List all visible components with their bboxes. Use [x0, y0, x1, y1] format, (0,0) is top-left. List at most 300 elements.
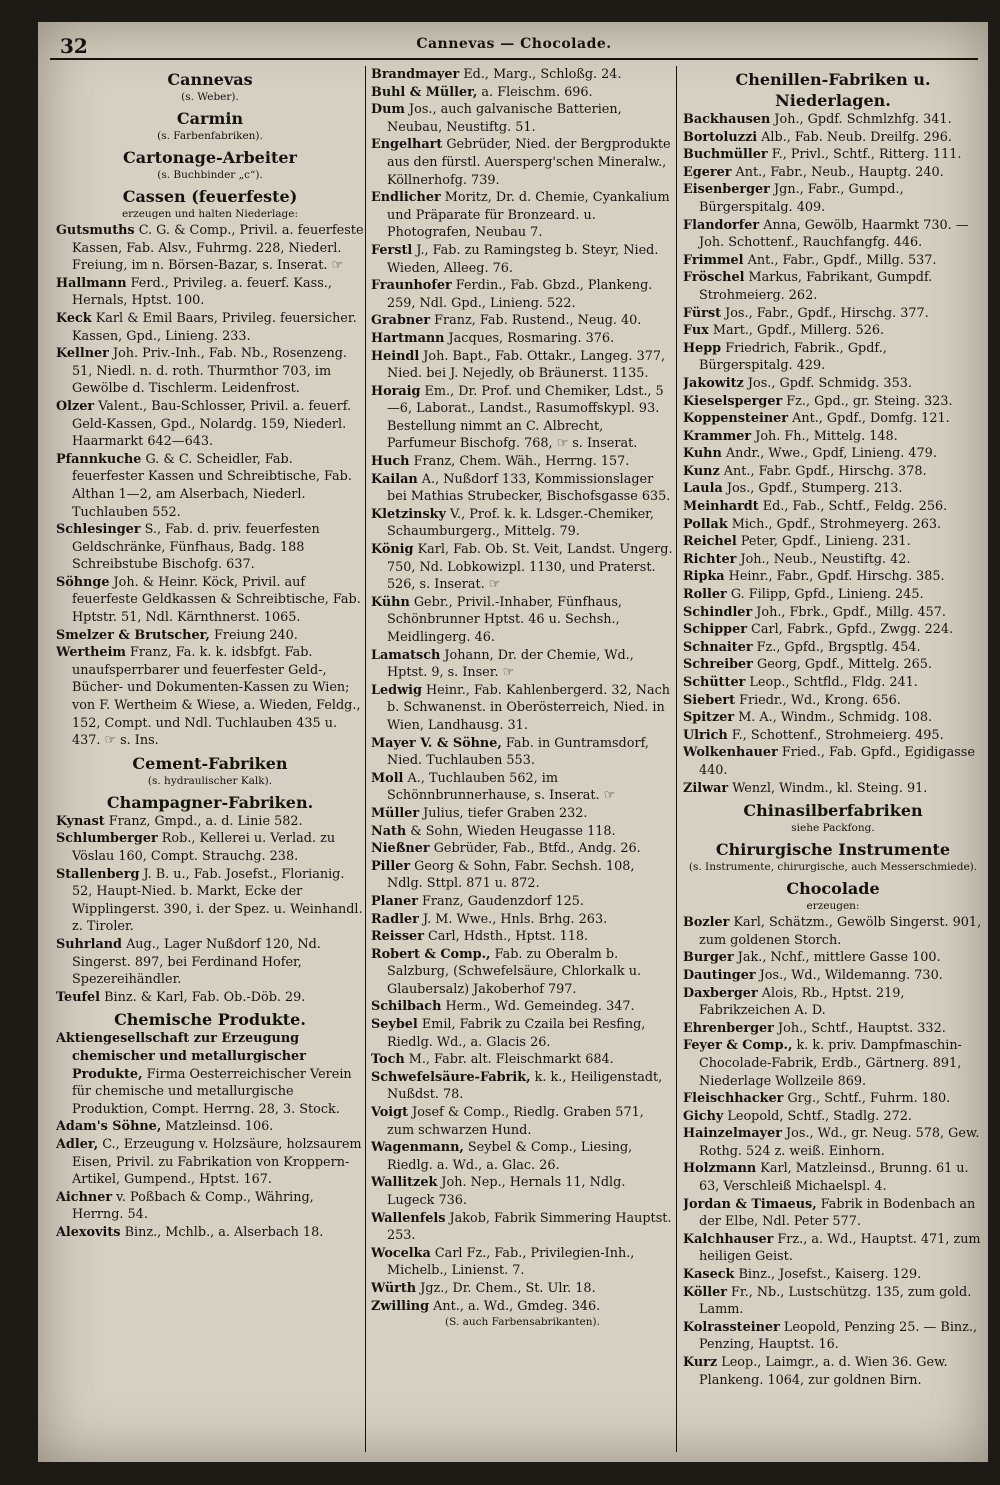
directory-entry — [683, 480, 983, 498]
entry-name: Aktiengesellschaft zur Erzeugung chemischer und metallurgischer Produkte, — [56, 1031, 306, 1082]
directory-entry — [371, 506, 674, 541]
directory-entry — [683, 111, 983, 129]
directory-entry — [371, 541, 674, 594]
entry-name: Gichy — [683, 1108, 724, 1124]
directory-entry — [56, 936, 364, 989]
directory-entry — [371, 1298, 674, 1316]
section-heading: Chinasilberfabriken — [743, 801, 923, 821]
entry-details: J. M. Wwe., Hnls. Brhg. 263. — [418, 911, 608, 927]
directory-entry — [56, 989, 364, 1007]
directory-entry — [683, 780, 983, 798]
entry-name: Gutsmuths — [56, 223, 135, 238]
directory-entry — [371, 1051, 674, 1069]
entry-details: Firma Oesterreichischer Verein für chemische und metallurgische Produktion, Compt. Herrng. 28, 3. Stock. — [72, 1066, 352, 1117]
section-heading: Champagner-Fabriken. — [106, 792, 314, 812]
entry-details: Ant., Gpdf., Domfg. 121. — [788, 411, 950, 427]
directory-entry — [371, 594, 674, 647]
directory-entry — [56, 222, 364, 275]
entry-name: Endlicher — [371, 190, 441, 206]
directory-entry — [683, 252, 983, 270]
entry-details: Josef & Comp., Riedlg. Graben 571, zum schwarzen Hund. — [387, 1105, 644, 1138]
directory-entry — [683, 604, 983, 622]
directory-entry — [683, 967, 983, 985]
entry-details: Ant., Fabr. Gpdf., Hirschg. 378. — [719, 463, 927, 479]
entry-details: Jos., Gpdf. Schmidg. 353. — [743, 375, 912, 391]
directory-entry — [56, 627, 364, 645]
directory-entry — [56, 1189, 364, 1224]
entry-name: Voigt — [371, 1105, 409, 1121]
page-number: 32 — [60, 34, 88, 58]
directory-entry — [56, 310, 364, 345]
directory-entry — [56, 398, 364, 451]
entry-name: Hepp — [683, 340, 722, 356]
entry-details: Leopold, Penzing 25. — Binz., Penzing, Hauptst. 16. — [699, 1319, 978, 1353]
entry-name: Mayer V. & Söhne, — [371, 735, 502, 751]
entry-name: Ulrich — [683, 727, 728, 743]
entry-name: Piller — [371, 858, 411, 874]
entry-details: Karl, Fab. Ob. St. Veit, Landst. Ungerg. 750, Nd. Lobkowizpl. 1130, und Praterst. 526, s. Inserat. ☞ — [387, 542, 673, 593]
entry-details: Jos., Gpdf., Stumperg. 213. — [722, 481, 903, 497]
directory-entry — [371, 1104, 674, 1139]
directory-entry — [683, 709, 983, 727]
entry-name: Kunz — [683, 463, 720, 479]
entry-name: Robert & Comp., — [371, 946, 491, 962]
entry-name: Reisser — [371, 929, 424, 945]
entry-name: Holzmann — [683, 1161, 757, 1177]
entry-details: A., Tuchlauben 562, im Schönnbrunnerhause, s. Inserat. ☞ — [387, 770, 616, 804]
entry-name: Zilwar — [683, 780, 729, 796]
entry-details: Fried., Fab. Gpfd., Egidigasse 440. — [699, 745, 975, 778]
entry-details: Joh., Neub., Neustiftg. 42. — [736, 551, 911, 567]
directory-entry — [683, 1108, 983, 1126]
directory-entry — [683, 164, 983, 182]
running-header — [50, 30, 978, 60]
entry-name: Kühn — [371, 594, 410, 610]
entry-details: Anna, Gewölb, Haarmkt 730. — Joh. Schottenf., Rauchfangfg. 446. — [699, 217, 969, 251]
section-heading: Cannevas — [167, 70, 253, 89]
entry-name: Meinhardt — [683, 499, 759, 515]
entry-details: Franz, Fa. k. k. idsbfgt. Fab. unaufsperrbarer und feuerfester Geld-, Bücher- und Dokumenten-Kassen zu Wien; von F. Wertheim & Wiese, a. Wieden, Feldg., 152, Compt. und Ndl. Tuchlauben 435 u. 437. ☞ s. Ins. — [72, 645, 361, 749]
entry-name: Suhrland — [56, 936, 122, 952]
entry-details: Carl Fz., Fab., Privilegien-Inh., Michelb., Linienst. 7. — [387, 1245, 635, 1279]
entry-name: Hainzelmayer — [683, 1126, 782, 1142]
entry-details: Seybel & Comp., Liesing, Riedlg. a. Wd., a. Glac. 26. — [387, 1140, 633, 1173]
entry-name: Pfannkuche — [56, 451, 142, 467]
entry-name: Fleischhacker — [683, 1091, 784, 1107]
entry-name: Schlesinger — [56, 522, 141, 538]
entry-name: Adam's Söhne, — [56, 1119, 162, 1135]
entry-details: Jos., Wd., gr. Neug. 578, Gew. Rothg. 524 z. weiß. Einhorn. — [699, 1126, 980, 1159]
section-subheading: erzeugen: — [806, 900, 860, 913]
directory-entry — [371, 911, 674, 929]
entry-name: Wertheim — [56, 645, 126, 661]
entry-name: Schindler — [683, 604, 753, 620]
directory-entry — [371, 242, 674, 277]
entry-details: Fab. in Guntramsdorf, Nied. Tuchlauben 553. — [387, 735, 649, 769]
section-heading: Chemische Produkte. — [114, 1010, 306, 1030]
entry-name: Feyer & Comp., — [683, 1038, 793, 1054]
entry-details: Peter, Gpdf., Linieng. 231. — [736, 534, 911, 550]
entry-name: Nießner — [371, 841, 430, 857]
entry-details: Gebrüder, Fab., Btfd., Andg. 26. — [429, 841, 641, 857]
entry-name: Kletzinsky — [371, 506, 446, 522]
entry-name: Eisenberger — [683, 182, 770, 198]
entry-details: Wenzl, Windm., kl. Steing. 91. — [728, 780, 928, 796]
entry-details: Aug., Lager Nußdorf 120, Nd. Singerst. 897, bei Ferdinand Hofer, Spezereihändler. — [72, 936, 321, 988]
entry-name: Huch — [371, 454, 410, 470]
entry-details: Leop., Laimgr., a. d. Wien 36. Gew. Plankeng. 1064, zur goldnen Birn. — [699, 1355, 948, 1388]
entry-details: Joh. Nep., Hernals 11, Ndlg. Lugeck 736. — [387, 1175, 626, 1208]
entry-details: Ant., Fabr., Gpdf., Millg. 537. — [743, 252, 937, 268]
directory-entry — [683, 516, 983, 534]
entry-name: Fröschel — [683, 270, 745, 286]
entry-details: k. k. priv. Dampfmaschin-Chocolade-Fabrik, Erdb., Gärtnerg. 891, Niederlage Wollzeile 869. — [699, 1038, 962, 1089]
section-subheading: (s. Weber). — [181, 91, 239, 103]
entry-name: Kaseck — [683, 1267, 735, 1283]
directory-entry — [56, 275, 364, 310]
entry-details: Freiung 240. — [209, 627, 298, 643]
entry-details: Em., Dr. Prof. und Chemiker, Ldst., 5—6, Laborat., Landst., Rasumoffskypl. 93. Bestellung nimmt an C. Albrecht, Parfumeur Bischofg. 768, ☞ s. Inserat. — [387, 383, 664, 452]
entry-details: Andr., Wwe., Gpdf, Linieng. 479. — [721, 446, 937, 462]
entry-name: Zwilling — [371, 1298, 430, 1314]
directory-entry — [683, 639, 983, 657]
entry-name: Dum — [371, 102, 405, 118]
entry-details: Georg & Sohn, Fabr. Sechsh. 108, Ndlg. Sttpl. 871 u. 872. — [387, 858, 635, 892]
entry-name: Pollak — [683, 516, 728, 532]
entry-details: Rob., Kellerei u. Verlad. zu Vöslau 160, Compt. Strauchg. 238. — [72, 831, 336, 864]
directory-entry — [56, 866, 364, 936]
entry-details: Joh. & Heinr. Köck, Privil. auf feuerfeste Geldkassen & Schreibtische, Fab. Hptstr. 51, Ndl. Kärnthnerst. 1065. — [72, 574, 361, 626]
entry-name: Wagenmann, — [371, 1140, 464, 1156]
section-subheading: (s. Farbenfabriken). — [157, 130, 263, 142]
directory-entry — [683, 1354, 983, 1389]
section-subheading: erzeugen und halten Niederlage: — [121, 208, 299, 220]
entry-name: Daxberger — [683, 985, 758, 1001]
entry-details: Mich., Gpdf., Strohmeyerg. 263. — [727, 516, 942, 532]
directory-entry — [371, 1174, 674, 1209]
directory-entry — [683, 656, 983, 674]
entry-name: Schipper — [683, 622, 747, 638]
entry-details: v. Poßbach & Comp., Währing, Herrng. 54. — [72, 1189, 314, 1223]
entry-name: Adler, — [56, 1136, 99, 1152]
entry-name: Olzer — [56, 398, 95, 414]
entry-details: M. A., Windm., Schmidg. 108. — [734, 710, 933, 726]
directory-entry — [371, 998, 674, 1016]
page-header-title: Cannevas — Chocolade. — [416, 36, 612, 52]
entry-name: Radler — [371, 911, 419, 927]
directory-entry — [371, 471, 674, 506]
directory-entry — [56, 1224, 364, 1242]
entry-name: Ripka — [683, 569, 725, 585]
entry-name: Koppensteiner — [683, 411, 789, 427]
entry-name: Schreiber — [683, 657, 753, 673]
directory-entry — [683, 1196, 983, 1231]
directory-entry — [371, 840, 674, 858]
section-heading: Chirurgische Instrumente — [715, 840, 951, 860]
entry-details: Fr., Nb., Lustschützg. 135, zum gold. Lamm. — [699, 1284, 972, 1318]
entry-name: Laula — [683, 481, 723, 497]
entry-name: Schütter — [683, 675, 746, 690]
entry-details: Franz, Gaudenzdorf 125. — [417, 893, 584, 909]
entry-details: Carl, Hdsth., Hptst. 118. — [423, 929, 589, 945]
entry-details: Heinr., Fab. Kahlenbergerd. 32, Nach b. Schwanenst. in Oberösterreich, Nied. in Wien, Landhausg. 31. — [387, 682, 671, 733]
entry-details: Jak., Nchf., mittlere Gasse 100. — [733, 950, 941, 966]
directory-entry — [371, 893, 674, 911]
directory-entry — [683, 568, 983, 586]
entry-name: Jordan & Timaeus, — [683, 1196, 817, 1212]
entry-details: Jos., Fabr., Gpdf., Hirschg. 377. — [721, 305, 929, 321]
entry-details: Markus, Fabrikant, Gumpdf. Strohmeierg. 262. — [699, 270, 933, 303]
entry-name: Schlumberger — [56, 831, 158, 847]
directory-entry — [371, 1280, 674, 1298]
directory-entry — [371, 383, 674, 453]
entry-details: Franz, Fab. Rustend., Neug. 40. — [430, 313, 642, 329]
entry-name: Moll — [371, 770, 404, 786]
directory-entry — [683, 322, 983, 340]
section-heading: Chenillen-Fabriken u. Niederlagen. — [735, 70, 931, 110]
column-divider — [676, 66, 677, 1452]
entry-name: Engelhart — [371, 137, 443, 153]
entry-details: Fz., Gpfd., Brgsptlg. 454. — [752, 639, 921, 655]
directory-entry — [683, 1125, 983, 1160]
directory-entry — [371, 330, 674, 348]
directory-entry — [371, 1016, 674, 1051]
entry-name: Grabner — [371, 313, 431, 329]
directory-entry — [371, 1139, 674, 1174]
entry-details: Ed., Marg., Schloßg. 24. — [459, 67, 622, 82]
entry-name: Wocelka — [371, 1245, 431, 1261]
directory-entry — [683, 551, 983, 569]
section-heading: Cassen (feuerfeste) — [122, 187, 298, 206]
section-subheading: siehe Packfong. — [791, 822, 875, 835]
entry-name: Kellner — [56, 346, 109, 362]
entry-name: Nath — [371, 823, 407, 839]
directory-entry — [683, 692, 983, 710]
directory-entry — [371, 312, 674, 330]
directory-entry — [371, 858, 674, 893]
section-subheading: (s. Buchbinder „c“). — [157, 169, 263, 181]
entry-details: & Sohn, Wieden Heugasse 118. — [406, 823, 616, 839]
entry-name: Toch — [371, 1052, 405, 1068]
entry-details: Frz., a. Wd., Hauptst. 471, zum heiligen Geist. — [699, 1231, 981, 1265]
entry-name: Fux — [683, 323, 709, 339]
entry-details: Franz, Gmpd., a. d. Linie 582. — [104, 813, 303, 829]
entry-name: Krammer — [683, 428, 752, 444]
entry-name: Planer — [371, 893, 418, 909]
directory-entry — [683, 428, 983, 446]
directory-entry — [683, 410, 983, 428]
entry-details: Grg., Schtf., Fuhrm. 180. — [783, 1091, 951, 1107]
entry-name: Kolrassteiner — [683, 1319, 780, 1335]
directory-entry — [683, 393, 983, 411]
entry-name: Buhl & Müller, — [371, 84, 478, 100]
directory-entry — [683, 1266, 983, 1284]
directory-entry — [371, 1069, 674, 1104]
entry-details: Ant., Fabr., Neub., Hauptg. 240. — [731, 164, 944, 180]
entry-name: Teufel — [56, 989, 101, 1005]
entry-details: Julius, tiefer Graben 232. — [419, 805, 588, 821]
directory-entry — [683, 1319, 983, 1354]
entry-details: Johann, Dr. der Chemie, Wd., Hptst. 9, s. Inser. ☞ — [387, 647, 634, 681]
entry-name: Egerer — [683, 164, 732, 180]
entry-name: Keck — [56, 310, 92, 326]
entry-details: Matzleinsd. 106. — [161, 1119, 274, 1135]
entry-name: Jakowitz — [683, 375, 744, 391]
directory-entry — [683, 181, 983, 216]
entry-name: Schnaiter — [683, 639, 753, 655]
section-subheading: (s. hydraulischer Kalk). — [147, 774, 273, 787]
entry-details: Friedr., Wd., Krong. 656. — [735, 692, 901, 708]
directory-entry — [683, 533, 983, 551]
entry-name: Buchmüller — [683, 147, 768, 163]
entry-details: Friedrich, Fabrik., Gpdf., Bürgerspitalg. 429. — [699, 340, 887, 374]
column-left — [56, 66, 364, 1452]
directory-entry — [371, 1210, 674, 1245]
entry-name: Horaig — [371, 383, 421, 399]
entry-name: Bozler — [683, 915, 730, 931]
directory-entry — [56, 644, 364, 750]
entry-name: Alexovits — [56, 1224, 121, 1240]
directory-entry — [371, 647, 674, 682]
entry-name: Kuhn — [683, 446, 722, 462]
entry-name: Heindl — [371, 348, 420, 364]
directory-entry — [683, 1160, 983, 1195]
entry-name: Brandmayer — [371, 67, 460, 82]
entry-details: Fz., Gpd., gr. Steing. 323. — [782, 393, 953, 409]
entry-details: Joh. Priv.-Inh., Fab. Nb., Rosenzeng. 51, Niedl. n. d. roth. Thurmthor 703, im Gewölbe d. Tischlerm. Leidenfrost. — [72, 346, 347, 397]
directory-entry — [371, 136, 674, 189]
directory-entry — [683, 1284, 983, 1319]
entry-details: Binz. & Karl, Fab. Ob.-Döb. 29. — [100, 989, 306, 1005]
entry-name: Wolkenhauer — [683, 745, 778, 761]
entry-details: Georg, Gpdf., Mittelg. 265. — [752, 657, 932, 673]
directory-entry — [683, 914, 983, 949]
entry-details: Herm., Wd. Gemeindeg. 347. — [441, 999, 635, 1015]
entry-details: S., Fab. d. priv. feuerfesten Geldschränke, Fünfhaus, Badg. 188 Schreibstube Bischofg. 637. — [72, 522, 320, 573]
entry-details: a. Fleischm. 696. — [477, 84, 593, 100]
entry-details: Valent., Bau-Schlosser, Privil. a. feuerf. Geld-Kassen, Gpd., Nolardg. 159, Niederl. Haarmarkt 642—643. — [72, 398, 352, 450]
directory-entry — [683, 305, 983, 323]
entry-name: Schwefelsäure-Fabrik, — [371, 1069, 531, 1085]
entry-details: Mart., Gpdf., Millerg. 526. — [708, 323, 885, 339]
entry-details: Gebr., Privil.-Inhaber, Fünfhaus, Schönbrunner Hptst. 46 u. Sechsh., Meidlingerg. 46. — [387, 594, 622, 645]
directory-entry — [683, 146, 983, 164]
directory-entry — [371, 735, 674, 770]
entry-details: Gebrüder, Nied. der Bergprodukte aus den fürstl. Auersperg'schen Mineralw., Köllnerhofg. 739. — [387, 137, 671, 188]
entry-name: König — [371, 542, 414, 558]
directory-entry — [56, 830, 364, 865]
column-right — [683, 66, 983, 1452]
entry-details: Ed., Fab., Schtf., Feldg. 256. — [758, 499, 948, 515]
section-heading: Cartonage-Arbeiter — [123, 148, 297, 167]
directory-entry — [56, 574, 364, 627]
entry-details: Joh., Gpdf. Schmlzhfg. 341. — [770, 112, 952, 127]
entry-name: Kieselsperger — [683, 393, 783, 409]
entry-name: Fraunhofer — [371, 278, 452, 294]
directory-entry — [683, 1020, 983, 1038]
directory-entry — [56, 1030, 364, 1118]
entry-name: Kailan — [371, 471, 418, 487]
entry-name: Kurz — [683, 1355, 718, 1370]
entry-name: Wallenfels — [371, 1210, 446, 1226]
directory-entry — [683, 949, 983, 967]
directory-entry — [56, 521, 364, 574]
directory-entry — [56, 813, 364, 831]
section-subheading: (s. Instrumente, chirurgische, auch Messerschmiede). — [688, 861, 978, 874]
entry-details: C. G. & Comp., Privil. a. feuerfeste Kassen, Fab. Alsv., Fuhrmg. 228, Niederl. Freiung, im n. Börsen-Bazar, s. Inserat. ☞ — [72, 223, 364, 274]
directory-entry — [371, 946, 674, 999]
directory-entry — [683, 498, 983, 516]
entry-details: Karl & Emil Baars, Privileg. feuersicher. Kassen, Gpd., Linieng. 233. — [72, 310, 357, 344]
entry-name: Bortoluzzi — [683, 129, 758, 145]
directory-entry — [683, 1090, 983, 1108]
entry-details: Emil, Fabrik zu Czaila bei Resfing, Riedlg. Wd., a. Glacis 26. — [387, 1017, 646, 1050]
entry-details: Fab. zu Oberalm b. Salzburg, (Schwefelsäure, Chlorkalk u. Glaubersalz) Jakoberhof 797. — [387, 946, 642, 997]
entry-details: F., Schottenf., Strohmeierg. 495. — [727, 727, 944, 743]
entry-name: Stallenberg — [56, 866, 140, 882]
entry-details: Alois, Rb., Hptst. 219, Fabrikzeichen A. D. — [699, 985, 905, 1019]
entry-details: G. & C. Scheidler, Fab. feuerfester Kassen und Schreibtische, Fab. Althan 1—2, am Alserbach, Niederl. Tuchlauben 552. — [72, 451, 352, 520]
entry-details: k. k., Heiligenstadt, Nußdst. 78. — [387, 1069, 663, 1103]
entry-details: A., Nußdorf 133, Kommissionslager bei Mathias Strubecker, Bischofsgasse 635. — [387, 471, 671, 505]
column-middle — [371, 66, 674, 1452]
entry-details: Alb., Fab. Neub. Dreilfg. 296. — [757, 129, 952, 145]
entry-name: Aichner — [56, 1189, 113, 1205]
entry-details: Binz., Mchlb., a. Alserbach 18. — [120, 1224, 324, 1240]
entry-name: Söhnge — [56, 574, 110, 590]
entry-name: Schilbach — [371, 999, 442, 1015]
entry-details: C., Erzeugung v. Holzsäure, holzsaurem Eisen, Privil. zu Fabrikation von Kroppern-Artikel, Gumpend., Hptst. 167. — [72, 1136, 362, 1188]
entry-name: Hartmann — [371, 330, 445, 346]
directory-entry — [683, 744, 983, 779]
directory-entry — [683, 727, 983, 745]
entry-details: Fabrik in Bodenbach an der Elbe, Ndl. Peter 577. — [699, 1196, 976, 1230]
directory-entry — [683, 985, 983, 1020]
directory-entry — [371, 84, 674, 102]
directory-entry — [683, 445, 983, 463]
entry-name: Ehrenberger — [683, 1020, 774, 1036]
entry-name: Wallitzek — [371, 1175, 438, 1191]
entry-details: Binz., Josefst., Kaiserg. 129. — [734, 1267, 922, 1283]
entry-name: Ferstl — [371, 242, 413, 258]
entry-details: F., Privl., Schtf., Ritterg. 111. — [767, 147, 962, 163]
entry-name: Burger — [683, 950, 734, 966]
entry-name: Smelzer & Brutscher, — [56, 627, 210, 643]
entry-name: Fürst — [683, 305, 722, 321]
entry-details: Moritz, Dr. d. Chemie, Cyankalium und Präparate für Bronzeard. u. Photografen, Neubau 7. — [387, 190, 670, 241]
entry-name: Müller — [371, 805, 420, 821]
entry-details: V., Prof. k. k. Ldsger.-Chemiker, Schaumburgerg., Mittelg. 79. — [387, 506, 654, 540]
entry-details: Ferd., Privileg. a. feuerf. Kass., Hernals, Hptst. 100. — [72, 275, 332, 309]
directory-entry — [371, 682, 674, 735]
entry-name: Kalchhauser — [683, 1231, 774, 1247]
directory-entry — [683, 269, 983, 304]
directory-entry — [56, 1136, 364, 1189]
entry-name: Dautinger — [683, 967, 756, 983]
entry-name: Lamatsch — [371, 647, 441, 663]
entry-details: Carl, Fabrk., Gpfd., Zwgg. 224. — [746, 622, 954, 638]
entry-details: Leop., Schtfld., Fldg. 241. — [745, 675, 918, 690]
entry-name: Seybel — [371, 1017, 418, 1033]
entry-details: Jos., Wd., Wildemanng. 730. — [755, 967, 943, 983]
entry-name: Frimmel — [683, 252, 744, 268]
directory-entry — [371, 823, 674, 841]
entry-name: Roller — [683, 587, 727, 603]
entry-details: Jos., auch galvanische Batterien, Neubau, Neustiftg. 51. — [387, 102, 622, 135]
directory-entry — [56, 345, 364, 398]
entry-name: Hallmann — [56, 275, 127, 291]
directory-entry — [56, 1118, 364, 1136]
